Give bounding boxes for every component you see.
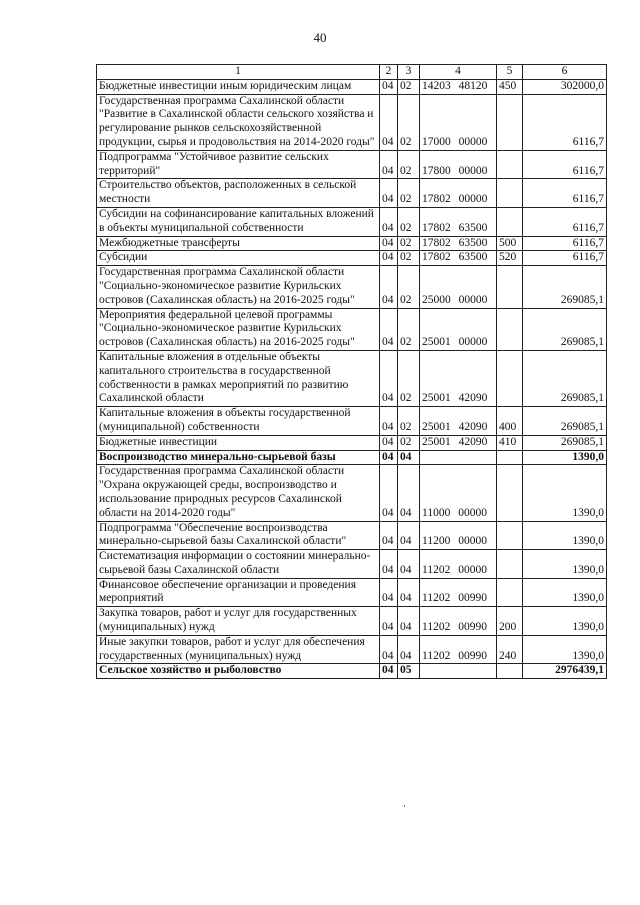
cell-section: 04 <box>380 236 398 251</box>
cell-target-article: 11200 00000 <box>420 521 497 550</box>
table-header-row <box>97 65 607 80</box>
cell-target-article: 17000 00000 <box>420 94 497 150</box>
table-row <box>97 251 607 266</box>
cell-target-article: 11202 00990 <box>420 635 497 664</box>
cell-section: 04 <box>380 207 398 236</box>
cell-section: 04 <box>380 550 398 579</box>
cell-amount: 269085,1 <box>523 266 607 308</box>
cell-subsection: 02 <box>398 308 420 350</box>
cell-subsection: 04 <box>398 521 420 550</box>
cell-expense-type <box>497 150 523 179</box>
table-row <box>97 266 607 308</box>
cell-name: Бюджетные инвестиции <box>97 435 380 450</box>
cell-target-article: 25000 00000 <box>420 266 497 308</box>
cell-amount: 2976439,1 <box>523 664 607 679</box>
table-row <box>97 550 607 579</box>
cell-subsection: 05 <box>398 664 420 679</box>
cell-target-article: 17800 00000 <box>420 150 497 179</box>
cell-expense-type <box>497 578 523 607</box>
cell-expense-type <box>497 465 523 521</box>
table-row <box>97 179 607 208</box>
cell-expense-type <box>497 350 523 406</box>
cell-expense-type: 410 <box>497 435 523 450</box>
table-row <box>97 465 607 521</box>
cell-expense-type <box>497 94 523 150</box>
cell-amount: 6116,7 <box>523 236 607 251</box>
cell-name: Подпрограмма "Устойчивое развитие сельских территорий" <box>97 150 380 179</box>
header-cell-expense-type: 5 <box>497 65 523 80</box>
table-row <box>97 435 607 450</box>
cell-subsection: 04 <box>398 450 420 465</box>
cell-amount: 6116,7 <box>523 251 607 266</box>
table-row <box>97 236 607 251</box>
cell-target-article: 25001 42090 <box>420 435 497 450</box>
cell-amount: 1390,0 <box>523 578 607 607</box>
cell-target-article: 11202 00990 <box>420 578 497 607</box>
table-row <box>97 607 607 636</box>
cell-expense-type: 400 <box>497 407 523 436</box>
cell-amount: 1390,0 <box>523 607 607 636</box>
budget-table <box>96 64 607 679</box>
cell-subsection: 02 <box>398 179 420 208</box>
cell-expense-type: 240 <box>497 635 523 664</box>
cell-subsection: 02 <box>398 435 420 450</box>
cell-subsection: 04 <box>398 578 420 607</box>
header-cell-name: 1 <box>97 65 380 80</box>
cell-target-article: 25001 42090 <box>420 407 497 436</box>
cell-name: Финансовое обеспечение организации и проведения мероприятий <box>97 578 380 607</box>
cell-target-article <box>420 450 497 465</box>
table-body <box>97 79 607 678</box>
cell-subsection: 02 <box>398 79 420 94</box>
header-cell-amount: 6 <box>523 65 607 80</box>
table-row <box>97 521 607 550</box>
cell-name: Воспроизводство минерально-сырьевой базы <box>97 450 380 465</box>
table-row <box>97 308 607 350</box>
cell-target-article: 17802 63500 <box>420 251 497 266</box>
cell-name: Государственная программа Сахалинской области "Охрана окружающей среды, воспроизводство и использование природных ресурсов Сахалинской области на 2014-2020 годы" <box>97 465 380 521</box>
cell-expense-type <box>497 664 523 679</box>
cell-section: 04 <box>380 407 398 436</box>
cell-target-article <box>420 664 497 679</box>
page-number: 40 <box>313 30 327 45</box>
cell-amount: 6116,7 <box>523 207 607 236</box>
cell-section: 04 <box>380 607 398 636</box>
cell-name: Государственная программа Сахалинской области "Социально-экономическое развитие Курильских островов (Сахалинская область) на 2016-2025 годы" <box>97 266 380 308</box>
cell-subsection: 02 <box>398 251 420 266</box>
cell-name: Межбюджетные трансферты <box>97 236 380 251</box>
cell-subsection: 02 <box>398 150 420 179</box>
cell-amount: 1390,0 <box>523 550 607 579</box>
cell-name: Систематизация информации о состоянии минерально-сырьевой базы Сахалинской области <box>97 550 380 579</box>
cell-expense-type <box>497 179 523 208</box>
cell-amount: 6116,7 <box>523 150 607 179</box>
cell-subsection: 02 <box>398 407 420 436</box>
cell-name: Сельское хозяйство и рыболовство <box>97 664 380 679</box>
cell-amount: 1390,0 <box>523 521 607 550</box>
cell-name: Бюджетные инвестиции иным юридическим лицам <box>97 79 380 94</box>
table-row <box>97 664 607 679</box>
cell-subsection: 04 <box>398 550 420 579</box>
cell-section: 04 <box>380 435 398 450</box>
cell-expense-type <box>497 450 523 465</box>
cell-expense-type <box>497 207 523 236</box>
cell-target-article: 17802 63500 <box>420 236 497 251</box>
cell-name: Строительство объектов, расположенных в сельской местности <box>97 179 380 208</box>
table-row <box>97 150 607 179</box>
cell-subsection: 02 <box>398 266 420 308</box>
cell-section: 04 <box>380 465 398 521</box>
cell-expense-type: 450 <box>497 79 523 94</box>
cell-section: 04 <box>380 450 398 465</box>
table-row <box>97 207 607 236</box>
cell-section: 04 <box>380 266 398 308</box>
cell-expense-type: 500 <box>497 236 523 251</box>
cell-amount: 269085,1 <box>523 350 607 406</box>
scan-speck <box>404 805 405 807</box>
table-row <box>97 407 607 436</box>
cell-target-article: 25001 00000 <box>420 308 497 350</box>
cell-name: Субсидии на софинансирование капитальных вложений в объекты муниципальной собственности <box>97 207 380 236</box>
cell-section: 04 <box>380 79 398 94</box>
cell-subsection: 02 <box>398 236 420 251</box>
cell-expense-type <box>497 521 523 550</box>
cell-name: Подпрограмма "Обеспечение воспроизводства минерально-сырьевой базы Сахалинской области" <box>97 521 380 550</box>
cell-expense-type <box>497 266 523 308</box>
table-row <box>97 94 607 150</box>
cell-section: 04 <box>380 179 398 208</box>
table-row <box>97 350 607 406</box>
cell-subsection: 04 <box>398 465 420 521</box>
cell-target-article: 17802 00000 <box>420 179 497 208</box>
cell-expense-type: 520 <box>497 251 523 266</box>
header-cell-subsection: 3 <box>398 65 420 80</box>
cell-target-article: 11000 00000 <box>420 465 497 521</box>
cell-section: 04 <box>380 251 398 266</box>
cell-amount: 6116,7 <box>523 94 607 150</box>
cell-subsection: 04 <box>398 607 420 636</box>
cell-amount: 302000,0 <box>523 79 607 94</box>
header-cell-section: 2 <box>380 65 398 80</box>
table-row <box>97 635 607 664</box>
cell-name: Капитальные вложения в отдельные объекты капитального строительства в государственной собственности в рамках мероприятий по развитию Сахалинской области <box>97 350 380 406</box>
cell-section: 04 <box>380 308 398 350</box>
cell-target-article: 25001 42090 <box>420 350 497 406</box>
cell-name: Капитальные вложения в объекты государственной (муниципальной) собственности <box>97 407 380 436</box>
cell-section: 04 <box>380 635 398 664</box>
cell-section: 04 <box>380 521 398 550</box>
cell-name: Государственная программа Сахалинской области "Развитие в Сахалинской области сельского хозяйства и регулирование рынков сельскохозяйственной продукции, сырья и продовольствия на 2014-2020 годы" <box>97 94 380 150</box>
cell-expense-type: 200 <box>497 607 523 636</box>
cell-amount: 269085,1 <box>523 308 607 350</box>
cell-section: 04 <box>380 578 398 607</box>
cell-section: 04 <box>380 350 398 406</box>
table-row <box>97 578 607 607</box>
cell-amount: 1390,0 <box>523 450 607 465</box>
cell-name: Иные закупки товаров, работ и услуг для обеспечения государственных (муниципальных) нужд <box>97 635 380 664</box>
cell-amount: 6116,7 <box>523 179 607 208</box>
cell-subsection: 02 <box>398 207 420 236</box>
cell-subsection: 04 <box>398 635 420 664</box>
cell-target-article: 14203 48120 <box>420 79 497 94</box>
cell-amount: 1390,0 <box>523 635 607 664</box>
cell-expense-type <box>497 550 523 579</box>
cell-expense-type <box>497 308 523 350</box>
header-cell-target-article: 4 <box>420 65 497 80</box>
table-row <box>97 79 607 94</box>
cell-target-article: 11202 00990 <box>420 607 497 636</box>
cell-amount: 1390,0 <box>523 465 607 521</box>
cell-section: 04 <box>380 150 398 179</box>
cell-name: Закупка товаров, работ и услуг для государственных (муниципальных) нужд <box>97 607 380 636</box>
cell-target-article: 11202 00000 <box>420 550 497 579</box>
cell-section: 04 <box>380 664 398 679</box>
cell-target-article: 17802 63500 <box>420 207 497 236</box>
cell-subsection: 02 <box>398 350 420 406</box>
cell-amount: 269085,1 <box>523 435 607 450</box>
cell-amount: 269085,1 <box>523 407 607 436</box>
cell-section: 04 <box>380 94 398 150</box>
table-row <box>97 450 607 465</box>
cell-subsection: 02 <box>398 94 420 150</box>
cell-name: Мероприятия федеральной целевой программы "Социально-экономическое развитие Курильских островов (Сахалинская область) на 2016-2025 годы" <box>97 308 380 350</box>
cell-name: Субсидии <box>97 251 380 266</box>
